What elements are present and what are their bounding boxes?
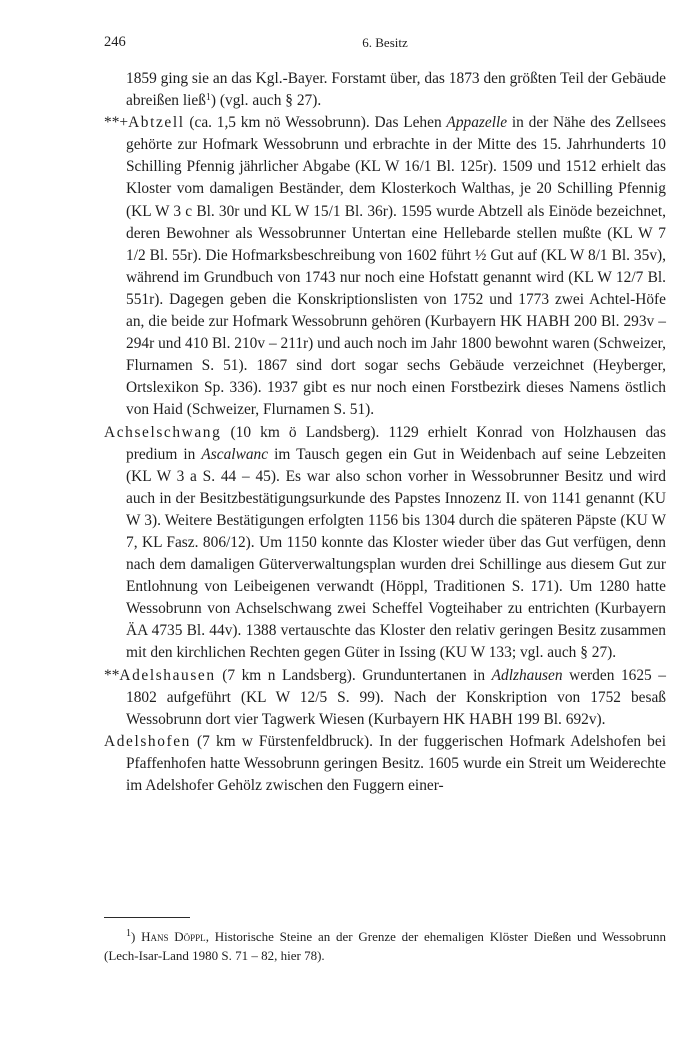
paragraph-text-end: ) (vgl. auch § 27). xyxy=(210,92,322,110)
footnote-text: , Historische Steine an der Grenze der ehemaligen Klöster Dießen und Wessobrunn (Lech-Isar-Land 1980 S. 71 – 82, hier 78). xyxy=(104,929,667,963)
entry-adelshausen xyxy=(104,665,666,731)
footnote-ref: 1 xyxy=(205,92,211,104)
running-head: 6. Besitz xyxy=(362,35,408,50)
entry-achselschwang xyxy=(104,422,666,665)
entry-italic-name: Appazelle xyxy=(446,114,508,132)
entry-headword: Abtzell xyxy=(128,114,185,132)
entry-marks: **+ xyxy=(104,114,129,132)
entry-text: (7 km n Landsberg). Grunduntertanen in xyxy=(215,666,492,684)
footnote xyxy=(104,928,666,965)
entry-abtzell xyxy=(104,112,666,421)
footnotes xyxy=(104,928,666,965)
entry-adelshofen xyxy=(104,731,666,797)
page-number: 246 xyxy=(104,34,126,50)
entry-headword: Adelshofen xyxy=(104,732,191,750)
footnote-mark-close: ) xyxy=(131,929,136,944)
entry-text: im Tausch gegen ein Gut in Weidenbach auf seine Lebzeiten (KL W 3 a S. 44 – 45). Es war also schon vorher in Wessobrunner Besitz und wird auch in der Besitzbestätigungsurkunde des Papstes Innozenz II. von 1141 genannt (KU W 3). Weitere Bestätigungen erfolgten 1156 bis 1304 durch die späteren Päpste (KU W 7, KL Fasz. 806/12). Um 1150 konnte das Kloster wieder über das Gut verfügen, denn nach dem damaligen Güterverwaltungsplan wurden drei Schillinge aus diesem Gut zur Entlohnung von Leibeigenen verwandt (Höppl, Traditionen S. 171). Um 1280 hatte Wessobrunn von Achselschwang zwei Scheffel Vogteihaber zu entrichten (Kurbayern ÄA 4735 Bl. 44v). 1388 vertauschte das Kloster den relativ geringen Besitz zusammen mit den kirchlichen Rechten gegen Güter in Issing (KU W 133; vgl. auch § 27). xyxy=(126,445,666,662)
entry-headword: Achselschwang xyxy=(104,423,222,441)
entry-text: (10 km ö Landsberg). 1129 erhielt Konrad von Holzhausen das predium in xyxy=(126,423,666,463)
paragraph-text: 1859 ging sie an das Kgl.-Bayer. Forstamt über, das 1873 den größten Teil der Gebäude abreißen ließ xyxy=(126,70,666,110)
footnote-rule xyxy=(104,917,190,918)
page-header xyxy=(104,34,666,54)
entry-italic-name: Ascalwanc xyxy=(201,445,269,463)
main-text xyxy=(104,68,666,797)
entry-text: (7 km w Fürstenfeldbruck). In der fuggerischen Hofmark Adelshofen bei Pfaffenhofen hatte Wessobrunn geringen Besitz. 1605 wurde ein Streit um Weiderechte im Adelshofer Gehölz zwischen den Fuggern einer- xyxy=(126,732,666,794)
entry-marks: ** xyxy=(104,666,120,684)
footnote-author: Hans Döppl xyxy=(141,929,206,944)
entry-italic-name: Adlzhausen xyxy=(491,666,563,684)
entry-text: werden 1625 – 1802 aufgeführt (KL W 12/5 S. 99). Nach der Konskription von 1752 besaß Wessobrunn dort vier Tagwerk Wiesen (Kurbayern HK HABH 199 Bl. 692v). xyxy=(126,666,666,728)
entry-headword: Adelshausen xyxy=(119,666,216,684)
continuation-paragraph xyxy=(104,68,666,112)
entry-text: in der Nähe des Zellsees gehörte zur Hofmark Wessobrunn und erbrachte in der Mitte des 15. Jahrhunderts 10 Schilling Pfennig jährlicher Abgabe (KL W 16/1 Bl. 125r). 1509 und 1512 erhielt das Kloster vom damaligen Beständer, dem Klosterkoch Walthas, je 20 Schilling Pfennig (KL W 3 c Bl. 30r und KL W 15/1 Bl. 36r). 1595 wurde Abtzell als Einöde bezeichnet, deren Bewohner als Wessobrunner Untertan eine Hellebarde stellen mußte (KL W 7 1/2 Bl. 55r). Die Hofmarksbeschreibung von 1602 führt ½ Gut auf (KL W 8/1 Bl. 35v), während im Grundbuch von 1743 nur noch eine Hofstatt genannt wird (KL W 12/7 Bl. 551r). Dagegen geben die Konskriptionslisten von 1752 und 1773 zwei Achtel-Höfe an, die beide zur Hofmark Wessobrunn gehören (Kurbayern HK HABH 200 Bl. 293v – 294r und 410 Bl. 210v – 211r) und auch noch im Jahr 1800 bewohnt waren (Schweizer, Flurnamen S. 51). 1867 sind dort sogar sechs Gebäude verzeichnet (Heyberger, Ortslexikon Sp. 336). 1937 gibt es nur noch einen Forstbezirk dieses Namens östlich von Haid (Schweizer, Flurnamen S. 51). xyxy=(126,114,666,419)
entry-text: (ca. 1,5 km nö Wessobrunn). Das Lehen xyxy=(184,114,447,132)
footnote-mark: 1 xyxy=(126,928,131,939)
